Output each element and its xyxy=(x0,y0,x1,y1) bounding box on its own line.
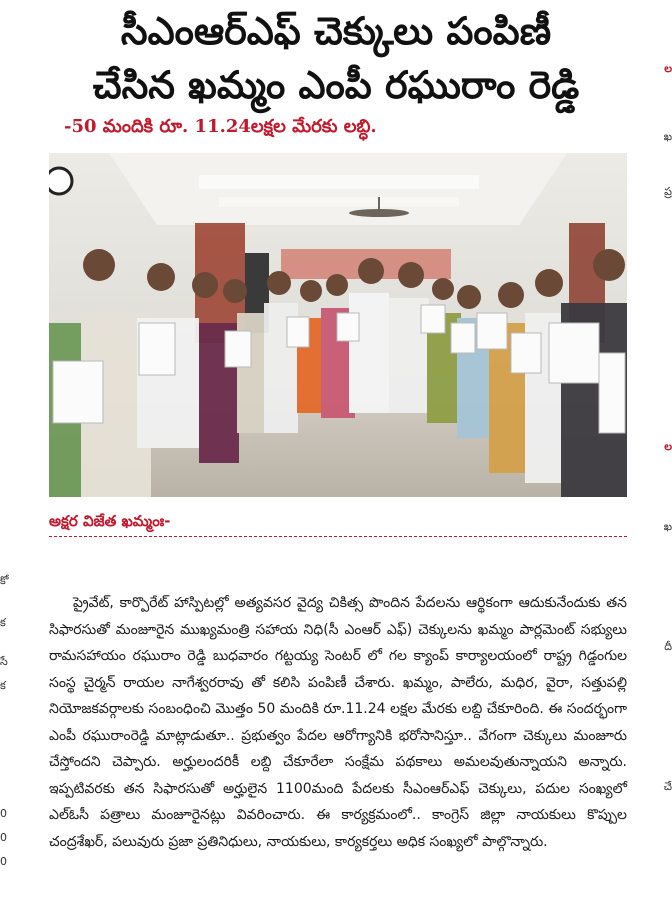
edge-left-fragment-4: క xyxy=(0,679,6,692)
news-photo xyxy=(49,153,627,497)
edge-right-fragment-2: ఖ xyxy=(663,130,672,143)
edge-right-fragment-3: ప్ర xyxy=(664,185,672,198)
headline-line-1: సీఎంఆర్ఎఫ్ చెక్కులు పంపిణీ xyxy=(120,9,552,53)
edge-right-fragment-4: ల xyxy=(664,440,672,453)
edge-left-fragment-7: 0 xyxy=(0,855,7,868)
article-body: ప్రైవేట్, కార్పొరేట్ హాస్పిటల్లో అత్యవసర వైద్య చికిత్స పొందిన పేదలను ఆర్థికంగా ఆదుకునేందుకు తన సిఫారసుతో మంజూరైన ముఖ్యమంత్రి సహాయ నిధి(సీ ఎంఆర్ ఎఫ్) చెక్కులను ఖమ్మం పార్లమెంట్ సభ్యులు రామసహాయం రఘురాం రెడ్డి బుధవారం గట్టయ్య సెంటర్ లో గల క్యాంప్ కార్యాలయంలో రాష్ట్ర గిడ్డంగుల సంస్థ చైర్మన్ రాయల నాగేశ్వరరావు తో కలిసి పంపిణీ చేశారు. ఖమ్మం, పాలేరు, మధిర, వైరా, సత్తుపల్లి నియోజకవర్గాలకు సంబంధించి మొత్తం 50 మందికి రూ.11.24 లక్షల మేరకు లబ్ది చేకూరింది. ఈ సందర్భంగా ఎంపీ రఘురాంరెడ్డి మాట్లాడుతూ.. ప్రభుత్వం పేదల ఆరోగ్యానికి భరోసానిస్తూ.. వేగంగా చెక్కులు మంజూరు చేస్తోందని చెప్పారు. అర్హులందరికీ లబ్ది చేకూరేలా సంక్షేమ పథకాలు అమలవుతున్నాయని అన్నారు. ఇప్పటివరకు తన సిఫారసుతో అర్హులైన 1100మంది పేదలకు సీఎంఆర్ఎఫ్ చెక్కులు, పదుల సంఖ్యలో ఎల్ఓసీ పత్రాలు మంజూరైనట్లు వివరించారు. ఈ కార్యక్రమంలో.. కాంగ్రెస్ జిల్లా నాయకులు కొప్పుల చంద్రశేఖర్, పలువురు ప్రజా ప్రతినిధులు, నాయకులు, కార్యకర్తలు అధిక సంఖ్యలో పాల్గొన్నారు. xyxy=(49,595,627,850)
subheadline: -50 మందికి రూ. 11.24లక్షల మేరకు లబ్ధి. xyxy=(64,116,377,137)
edge-right-fragment-7: చే xyxy=(663,780,672,793)
byline: అక్షర విజేత ఖమ్మంః- xyxy=(49,512,171,530)
edge-right-fragment-5: ఖ xyxy=(663,520,672,533)
edge-right-fragment-1: ల xyxy=(664,62,672,75)
edge-left-fragment-5: 0 xyxy=(0,807,7,820)
edge-left-fragment-6: 0 xyxy=(0,831,7,844)
byline-divider xyxy=(49,536,627,537)
edge-right-fragment-6: దీ xyxy=(664,640,672,653)
edge-left-fragment-1: కో xyxy=(0,574,9,587)
headline-line-2: చేసిన ఖమ్మం ఎంపీ రఘురాం రెడ్డి xyxy=(92,63,580,107)
edge-left-fragment-3: సే xyxy=(0,655,8,668)
edge-left-fragment-2: క xyxy=(0,616,6,629)
